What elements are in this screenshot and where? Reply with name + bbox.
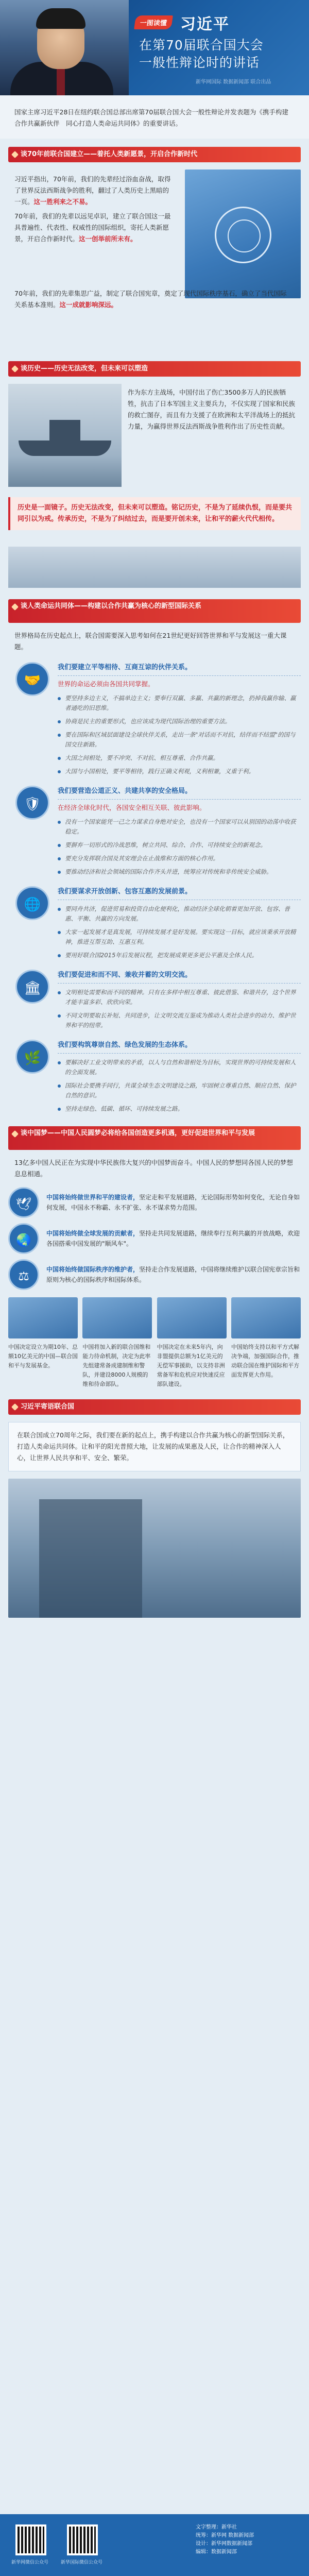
point-title: 我们要促进和而不同、兼收并蓄的文明交流。	[58, 970, 301, 984]
column-text: 中国决定设立为期10年、总额10亿美元的中国—联合国和平与发展基金。	[8, 1344, 78, 1369]
point-icon: 🛡	[15, 786, 49, 820]
point-bullets	[58, 817, 301, 877]
s3-intro: 世界格局在历史起点上，联合国需要深入思考如何在21世纪更好回答世界和平与发展这一重大课题。	[14, 632, 287, 651]
row-text	[46, 1192, 301, 1213]
column-text: 中国始终支持以和平方式解决争端，加强国际合作，推动联合国在维护国际和平方面发挥更大作用。	[231, 1344, 299, 1378]
s4-row	[8, 1259, 301, 1290]
point-icon: 🤝	[15, 662, 49, 696]
un-flag-image	[185, 170, 301, 298]
row-bold: 中国将始终做全球发展的贡献者，	[46, 1230, 140, 1237]
s5-text: 在联合国成立70周年之际，我们要在新的起点上，携手构建以合作共赢为核心的新型国际关系，打造人类命运共同体。让和平的阳光普照大地，让发展的成果惠及人民，让合作的精神深入人心，让世界人民共享和平、安全、繁荣。	[8, 1422, 301, 1471]
s3-points	[0, 662, 309, 1114]
s3-point	[8, 662, 301, 776]
s4-rows	[8, 1187, 301, 1290]
section-4-title: 谈中国梦——中国人民圆梦必将给各国创造更多机遇，更好促进世界和平与发展	[8, 1126, 301, 1150]
row-text	[46, 1228, 301, 1249]
point-bullet: 要摒弃一切形式的冷战思维，树立共同、综合、合作、可持续安全的新观念。	[58, 840, 301, 850]
point-bullet: 协商是民主的重要形式，也应该成为现代国际治理的重要方法。	[58, 717, 301, 726]
point-title: 我们要营造公道正义、共建共享的安全格局。	[58, 786, 301, 800]
point-bullet: 大国与小国相处，要平等相待，践行正确义利观，义利相兼，义重于利。	[58, 767, 301, 776]
point-bullet: 文明相处需要和而不同的精神。只有在多样中相互尊重、彼此借鉴、和谐共存，这个世界才能丰富多彩、欣欣向荣。	[58, 988, 301, 1007]
aircraft-image	[8, 547, 301, 588]
point-icon: 🌐	[15, 886, 49, 920]
point-title: 我们要构筑尊崇自然、绿色发展的生态体系。	[58, 1040, 301, 1054]
header-credit: 新华网国际 数据新闻部 联合出品	[196, 79, 271, 85]
row-icon: ⚖	[8, 1259, 39, 1290]
section-5-title: 习近平寄语联合国	[8, 1399, 301, 1415]
point-bullets	[58, 904, 301, 960]
s3-point	[8, 886, 301, 960]
s3-point	[8, 786, 301, 877]
point-bullet: 没有一个国家能凭一己之力谋求自身绝对安全，也没有一个国家可以从别国的动荡中收获稳定。	[58, 817, 301, 837]
s1-para3-highlight: 这一成就影响深远。	[59, 301, 118, 309]
column-text: 中国决定在未来5年内，向非盟提供总额为1亿美元的无偿军事援助，以支持非洲常备军和危机应对快速反应部队建设。	[157, 1344, 225, 1387]
column-image	[231, 1297, 301, 1338]
s2-highlight: 历史是一面镜子。历史无法改变，但未来可以塑造。铭记历史，不是为了延续仇恨，而是要共同引以为戒。传承历史，不是为了纠结过去，而是要开创未来，让和平的薪火代代相传。	[8, 497, 301, 530]
point-bullet: 坚持走绿色、低碳、循环、可持续发展之路。	[58, 1104, 301, 1114]
s4-column	[231, 1297, 301, 1389]
point-bullet: 国际社会要携手同行，共谋全球生态文明建设之路，牢固树立尊重自然、顺应自然、保护自然的意识。	[58, 1081, 301, 1100]
s4-row	[8, 1223, 301, 1254]
point-bullet: 要同舟共济，促进贸易和投资自由化便利化，推动经济全球化朝着更加开放、包容、普惠、平衡、共赢的方向发展。	[58, 904, 301, 924]
s2-text: 作为东方主战场，中国付出了伤亡3500多万人的民族牺牲，抗击了日本军国主义主要兵力，不仅实现了国家和民族的救亡图存，而且有力支援了在欧洲和太平洋战场上的抵抗力量，为赢得世界反法西斯战争胜利作出了历史性贡献。	[128, 388, 296, 430]
point-bullet: 要推动经济和社会领域的国际合作齐头并进，统筹应对传统和非传统安全威胁。	[58, 867, 301, 877]
un-building-image	[8, 1479, 301, 1618]
footer-team	[196, 2523, 254, 2556]
s1-para3: 70年前，我们的先辈集思广益，制定了联合国宪章，奠定了现代国际秩序基石，确立了当代国际关系基本准则。	[14, 290, 287, 309]
intro-paragraph: 国家主席习近平28日在纽约联合国总部出席第70届联合国大会一般性辩论并发表题为《携手构建合作共赢新伙伴 同心打造人类命运共同体》的重要讲话。	[0, 95, 309, 139]
header-title-line2: 一般性辩论时的讲话	[139, 55, 260, 70]
s4-columns	[8, 1297, 301, 1389]
section-3-title: 谈人类命运共同体——构建以合作共赢为核心的新型国际关系	[8, 599, 301, 623]
qr-label-2: 新华国际微信公众号	[61, 2560, 103, 2565]
un-emblem-icon	[215, 207, 271, 263]
point-bullet: 要充分发挥联合国及其安理会在止战维和方面的核心作用。	[58, 854, 301, 863]
footer-team-line: 文字整理：新华社	[196, 2524, 237, 2530]
warship-image	[8, 384, 122, 487]
column-image	[82, 1297, 152, 1338]
point-bullets	[58, 1058, 301, 1114]
point-bullet: 大国之间相处，要不冲突、不对抗、相互尊重、合作共赢。	[58, 753, 301, 763]
point-bullet: 要解决好工业文明带来的矛盾，以人与自然和谐相处为目标，实现世界的可持续发展和人的全面发展。	[58, 1058, 301, 1077]
footer	[0, 2514, 309, 2576]
section-3	[0, 599, 309, 1114]
section-4	[0, 1126, 309, 1389]
point-bullet: 要在国际和区域层面建设全球伙伴关系，走出一条"对话而不对抗，结伴而不结盟"的国与国交往新路。	[58, 730, 301, 750]
s4-column	[82, 1297, 152, 1389]
column-text: 中国将加入新的联合国维和能力待命机制，决定为此率先组建常备成建制维和警队，并建设8000人规模的维和待命部队。	[82, 1344, 151, 1387]
s4-intro: 13亿多中国人民正在为实现中华民族伟大复兴的中国梦而奋斗。中国人民的梦想同各国人民的梦想息息相通。	[14, 1159, 293, 1178]
point-title: 我们要建立平等相待、互商互谅的伙伴关系。	[58, 662, 301, 676]
footer-team-line: 统筹：新华网 数据新闻部	[196, 2533, 254, 2538]
point-subtitle: 世界的命运必须由各国共同掌握。	[58, 680, 154, 688]
s4-row	[8, 1187, 301, 1218]
row-text	[46, 1264, 301, 1285]
row-bold: 中国将始终做世界和平的建设者，	[46, 1194, 140, 1201]
row-body: 坚持走共同发展道路，继续奉行互利共赢的开放战略，欢迎各国搭乘中国发展的"顺风车"。	[46, 1230, 300, 1247]
header-title-line1: 在第70届联合国大会	[139, 38, 264, 53]
section-5	[8, 1399, 301, 1471]
qr-code-1[interactable]	[15, 2524, 46, 2555]
s3-point	[8, 1040, 301, 1114]
row-body: 坚定走和平发展道路，无论国际形势如何变化，无论自身如何发展，中国永不称霸、永不扩张、永不谋求势力范围。	[46, 1194, 300, 1211]
section-1-title: 谈70年前联合国建立——着托人类新愿景，开启合作新时代	[8, 147, 301, 162]
s4-column	[157, 1297, 227, 1389]
point-icon: 🌿	[15, 1040, 49, 1074]
point-title: 我们要谋求开放创新、包容互惠的发展前景。	[58, 886, 301, 900]
point-bullets	[58, 693, 301, 776]
s4-column	[8, 1297, 78, 1389]
portrait-image	[0, 0, 129, 95]
section-1	[0, 147, 309, 361]
point-bullet: 不同文明要取长补短、共同进步，让文明交流互鉴成为推动人类社会进步的动力、维护世界和平的纽带。	[58, 1011, 301, 1030]
footer-team-line: 设计：新华网数据新闻部	[196, 2541, 252, 2547]
section-2-title: 谈历史——历史无法改变，但未来可以塑造	[8, 361, 301, 377]
header-banner	[0, 0, 309, 95]
qr-code-2[interactable]	[67, 2524, 98, 2555]
qr-label-1: 新华网微信公众号	[11, 2560, 49, 2565]
point-bullet: 要坚持多边主义，不搞单边主义；要奉行双赢、多赢、共赢的新理念，扔掉我赢你输、赢者通吃的旧思维。	[58, 693, 301, 713]
s1-para2-highlight: 这一创举前所未有。	[79, 235, 137, 243]
row-body: 坚持走合作发展道路，中国将继续维护以联合国宪章宗旨和原则为核心的国际秩序和国际体系。	[46, 1266, 300, 1283]
s1-para1-highlight: 这一胜利来之不易。	[33, 198, 92, 206]
section-2	[0, 361, 309, 594]
header-name: 习近平	[180, 15, 230, 33]
row-icon: 🌏	[8, 1223, 39, 1254]
point-bullet: 要用好联合国2015年后发展议程，把发展成果更多更公平惠及全体人民。	[58, 951, 301, 960]
footer-team-line: 编辑：数据新闻部	[196, 2549, 237, 2555]
point-bullet: 大家一起发展才是真发展，可持续发展才是好发展。要实现这一目标，就应该秉承开放精神，推进互帮互助、互惠互利。	[58, 927, 301, 947]
s1-para2: 70年前，我们的先辈以远见卓识，建立了联合国这一最具普遍性、代表性、权威性的国际组织，寄托人类新愿景，开启合作新时代。	[14, 212, 171, 243]
row-icon: 🕊	[8, 1187, 39, 1218]
point-subtitle: 在经济全球化时代，各国安全相互关联、彼此影响。	[58, 804, 206, 811]
point-bullets	[58, 988, 301, 1030]
s3-point	[8, 970, 301, 1030]
header-tag: 一图读懂	[134, 15, 173, 29]
column-image	[8, 1297, 78, 1338]
column-image	[157, 1297, 227, 1338]
row-bold: 中国将始终做国际秩序的维护者，	[46, 1266, 140, 1273]
point-icon: 🏛	[15, 970, 49, 1004]
s1-para1: 习近平指出，70年前，我们的先辈经过浴血奋战，取得了世界反法西斯战争的胜利，翻过了人类历史上黑暗的一页。	[14, 175, 171, 206]
